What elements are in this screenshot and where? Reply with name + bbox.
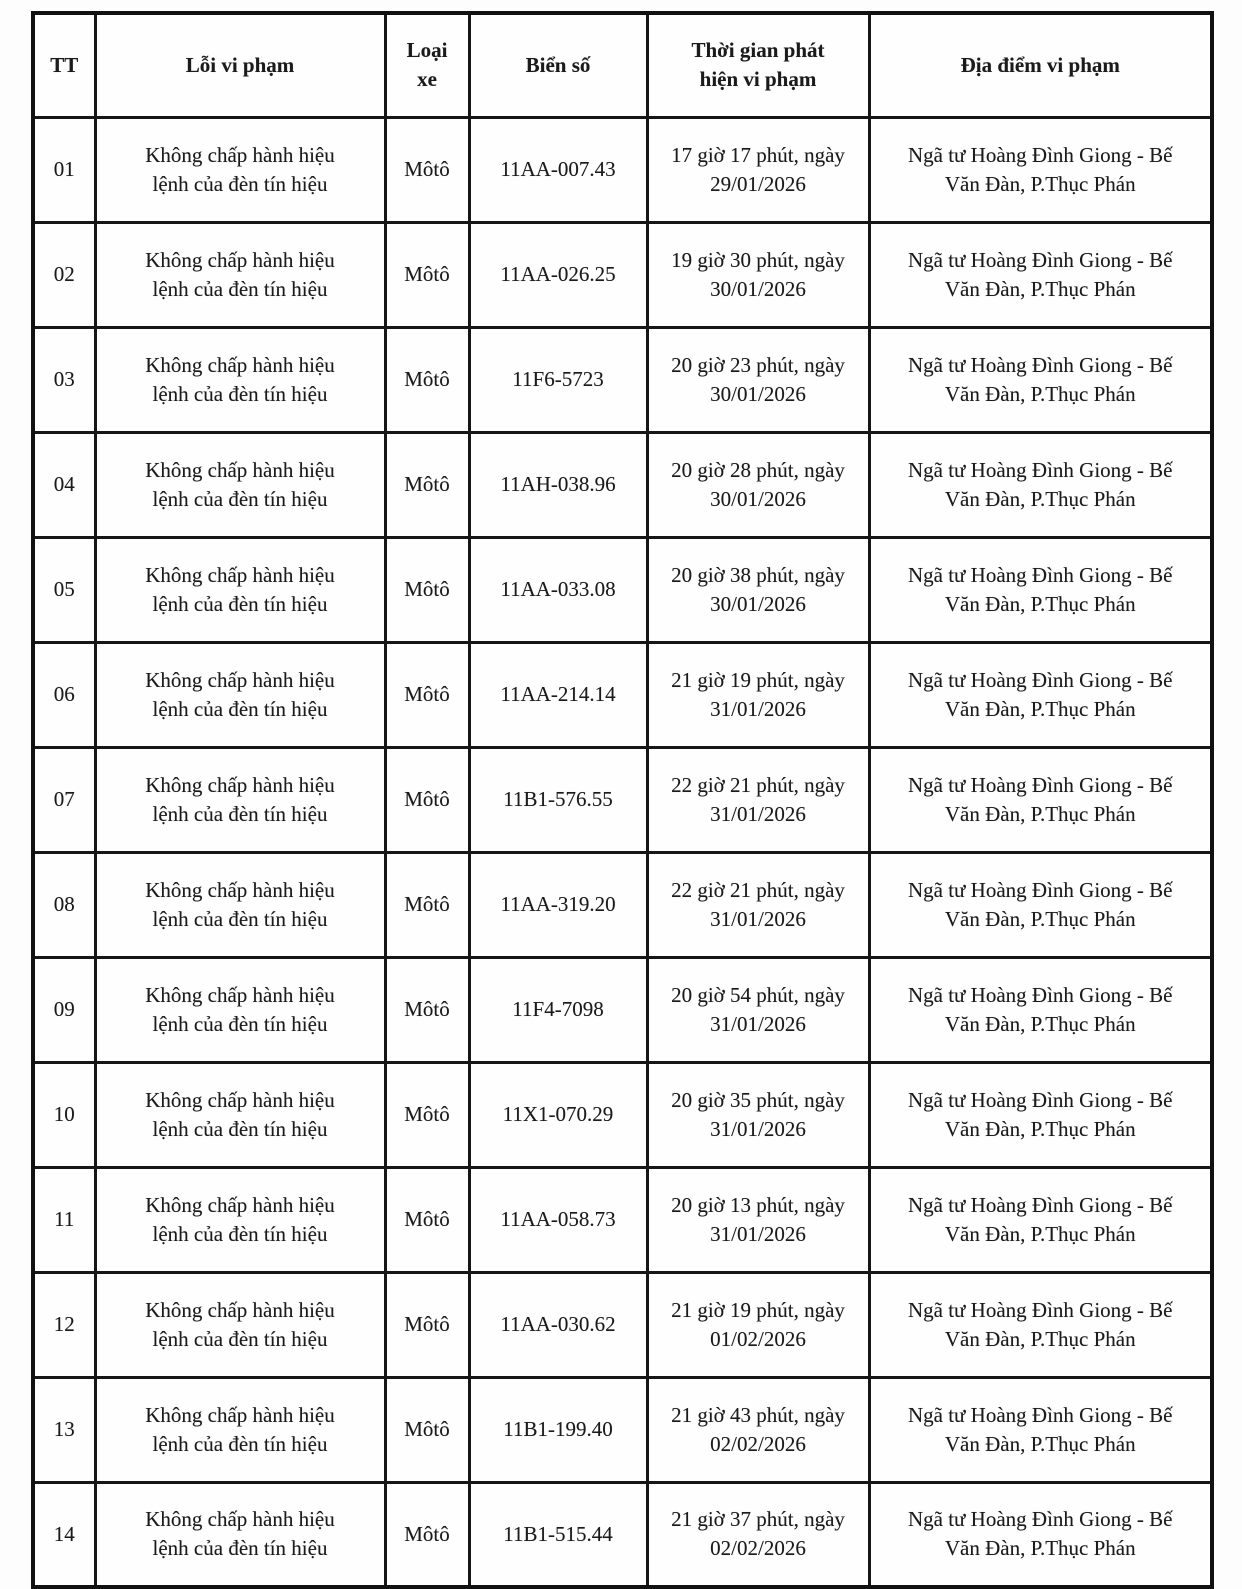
- location-cell: [869, 1062, 1212, 1167]
- violation-text: Không chấp hành hiệu lệnh của đèn tín hiệu: [145, 1507, 335, 1561]
- time-text: 19 giờ 30 phút, ngày 30/01/2026: [671, 247, 845, 301]
- location-cell: [869, 1482, 1212, 1587]
- location-cell: [869, 1167, 1212, 1272]
- time-text: 20 giờ 35 phút, ngày 31/01/2026: [671, 1087, 845, 1141]
- table-row: [33, 1167, 1212, 1272]
- vehicle-type-cell: Môtô: [385, 747, 469, 852]
- plate-cell: 11B1-576.55: [469, 747, 647, 852]
- vehicle-type-cell: Môtô: [385, 957, 469, 1062]
- plate-cell: 11B1-515.44: [469, 1482, 647, 1587]
- time-cell: [647, 222, 869, 327]
- violation-text: Không chấp hành hiệu lệnh của đèn tín hiệu: [145, 877, 335, 931]
- time-cell: [647, 747, 869, 852]
- vehicle-type-cell: Môtô: [385, 327, 469, 432]
- time-text: 20 giờ 54 phút, ngày 31/01/2026: [671, 982, 845, 1036]
- plate-cell: 11B1-199.40: [469, 1377, 647, 1482]
- header-cell-vehicle-type: [385, 13, 469, 117]
- plate-cell: 11AA-033.08: [469, 537, 647, 642]
- row-index-cell: 04: [33, 432, 95, 537]
- plate-cell: 11AH-038.96: [469, 432, 647, 537]
- header-label-location: Địa điểm vi phạm: [960, 52, 1120, 77]
- header-label-plate: Biển số: [525, 52, 591, 77]
- violation-text: Không chấp hành hiệu lệnh của đèn tín hiệu: [145, 457, 335, 511]
- location-text: Ngã tư Hoàng Đình Giong - Bế Văn Đàn, P.Thục Phán: [907, 352, 1173, 406]
- time-cell: [647, 1482, 869, 1587]
- time-text: 21 giờ 43 phút, ngày 02/02/2026: [671, 1402, 845, 1456]
- location-text: Ngã tư Hoàng Đình Giong - Bế Văn Đàn, P.Thục Phán: [907, 1297, 1173, 1351]
- violation-cell: [95, 537, 385, 642]
- location-text: Ngã tư Hoàng Đình Giong - Bế Văn Đàn, P.Thục Phán: [907, 1507, 1173, 1561]
- time-cell: [647, 327, 869, 432]
- row-index-cell: 09: [33, 957, 95, 1062]
- table-row: [33, 222, 1212, 327]
- location-cell: [869, 537, 1212, 642]
- header-label-violation: Lỗi vi phạm: [185, 52, 295, 77]
- location-cell: [869, 1272, 1212, 1377]
- table-row: [33, 642, 1212, 747]
- time-cell: [647, 642, 869, 747]
- location-text: Ngã tư Hoàng Đình Giong - Bế Văn Đàn, P.Thục Phán: [907, 562, 1173, 616]
- location-text: Ngã tư Hoàng Đình Giong - Bế Văn Đàn, P.Thục Phán: [907, 772, 1173, 826]
- time-cell: [647, 1272, 869, 1377]
- location-cell: [869, 957, 1212, 1062]
- location-cell: [869, 747, 1212, 852]
- vehicle-type-cell: Môtô: [385, 537, 469, 642]
- vehicle-type-cell: Môtô: [385, 432, 469, 537]
- header-cell-tt: [33, 13, 95, 117]
- header-label-time: Thời gian phát hiện vi phạm: [691, 38, 825, 92]
- violation-cell: [95, 432, 385, 537]
- location-text: Ngã tư Hoàng Đình Giong - Bế Văn Đàn, P.Thục Phán: [907, 667, 1173, 721]
- time-text: 21 giờ 37 phút, ngày 02/02/2026: [671, 1507, 845, 1561]
- row-index-cell: 10: [33, 1062, 95, 1167]
- table-row: [33, 537, 1212, 642]
- time-text: 20 giờ 13 phút, ngày 31/01/2026: [671, 1192, 845, 1246]
- violation-text: Không chấp hành hiệu lệnh của đèn tín hiệu: [145, 982, 335, 1036]
- time-cell: [647, 1062, 869, 1167]
- row-index-cell: 14: [33, 1482, 95, 1587]
- violation-text: Không chấp hành hiệu lệnh của đèn tín hiệu: [145, 352, 335, 406]
- plate-cell: 11AA-030.62: [469, 1272, 647, 1377]
- violation-cell: [95, 1377, 385, 1482]
- violation-cell: [95, 747, 385, 852]
- violation-cell: [95, 642, 385, 747]
- row-index-cell: 05: [33, 537, 95, 642]
- vehicle-type-cell: Môtô: [385, 642, 469, 747]
- table-row: [33, 117, 1212, 222]
- violations-table-header: [33, 13, 1212, 117]
- row-index-cell: 13: [33, 1377, 95, 1482]
- violation-cell: [95, 327, 385, 432]
- table-row: [33, 1062, 1212, 1167]
- location-text: Ngã tư Hoàng Đình Giong - Bế Văn Đàn, P.Thục Phán: [907, 877, 1173, 931]
- violation-text: Không chấp hành hiệu lệnh của đèn tín hiệu: [145, 1297, 335, 1351]
- row-index-cell: 03: [33, 327, 95, 432]
- violation-text: Không chấp hành hiệu lệnh của đèn tín hiệu: [145, 1192, 335, 1246]
- row-index-cell: 06: [33, 642, 95, 747]
- violation-cell: [95, 1167, 385, 1272]
- location-text: Ngã tư Hoàng Đình Giong - Bế Văn Đàn, P.Thục Phán: [907, 1402, 1173, 1456]
- table-row: [33, 852, 1212, 957]
- header-cell-time: [647, 13, 869, 117]
- location-cell: [869, 222, 1212, 327]
- time-cell: [647, 432, 869, 537]
- header-label-vehicle-type: Loại xe: [406, 38, 448, 92]
- location-cell: [869, 327, 1212, 432]
- location-text: Ngã tư Hoàng Đình Giong - Bế Văn Đàn, P.Thục Phán: [907, 142, 1173, 196]
- plate-cell: 11F6-5723: [469, 327, 647, 432]
- row-index-cell: 12: [33, 1272, 95, 1377]
- violation-text: Không chấp hành hiệu lệnh của đèn tín hiệu: [145, 562, 335, 616]
- violation-text: Không chấp hành hiệu lệnh của đèn tín hiệu: [145, 142, 335, 196]
- vehicle-type-cell: Môtô: [385, 222, 469, 327]
- plate-cell: 11X1-070.29: [469, 1062, 647, 1167]
- plate-cell: 11AA-026.25: [469, 222, 647, 327]
- vehicle-type-cell: Môtô: [385, 117, 469, 222]
- location-text: Ngã tư Hoàng Đình Giong - Bế Văn Đàn, P.Thục Phán: [907, 1192, 1173, 1246]
- location-text: Ngã tư Hoàng Đình Giong - Bế Văn Đàn, P.Thục Phán: [907, 1087, 1173, 1141]
- table-row: [33, 957, 1212, 1062]
- time-text: 22 giờ 21 phút, ngày 31/01/2026: [671, 772, 845, 826]
- violation-text: Không chấp hành hiệu lệnh của đèn tín hiệu: [145, 772, 335, 826]
- location-cell: [869, 432, 1212, 537]
- header-cell-plate: [469, 13, 647, 117]
- row-index-cell: 07: [33, 747, 95, 852]
- violation-cell: [95, 117, 385, 222]
- time-cell: [647, 1167, 869, 1272]
- plate-cell: 11AA-058.73: [469, 1167, 647, 1272]
- vehicle-type-cell: Môtô: [385, 1272, 469, 1377]
- time-cell: [647, 537, 869, 642]
- row-index-cell: 01: [33, 117, 95, 222]
- plate-cell: 11F4-7098: [469, 957, 647, 1062]
- location-cell: [869, 852, 1212, 957]
- time-cell: [647, 957, 869, 1062]
- time-cell: [647, 852, 869, 957]
- violation-cell: [95, 1482, 385, 1587]
- row-index-cell: 11: [33, 1167, 95, 1272]
- time-cell: [647, 1377, 869, 1482]
- violations-table: [31, 11, 1214, 1589]
- location-cell: [869, 642, 1212, 747]
- violation-cell: [95, 1062, 385, 1167]
- table-row: [33, 1482, 1212, 1587]
- time-text: 21 giờ 19 phút, ngày 01/02/2026: [671, 1297, 845, 1351]
- row-index-cell: 08: [33, 852, 95, 957]
- header-label-tt: TT: [50, 52, 79, 77]
- violation-text: Không chấp hành hiệu lệnh của đèn tín hiệu: [145, 1087, 335, 1141]
- time-text: 17 giờ 17 phút, ngày 29/01/2026: [671, 142, 845, 196]
- row-index-cell: 02: [33, 222, 95, 327]
- time-text: 20 giờ 28 phút, ngày 30/01/2026: [671, 457, 845, 511]
- location-text: Ngã tư Hoàng Đình Giong - Bế Văn Đàn, P.Thục Phán: [907, 247, 1173, 301]
- violation-cell: [95, 1272, 385, 1377]
- violation-cell: [95, 957, 385, 1062]
- table-row: [33, 432, 1212, 537]
- violation-cell: [95, 852, 385, 957]
- table-row: [33, 1272, 1212, 1377]
- plate-cell: 11AA-319.20: [469, 852, 647, 957]
- vehicle-type-cell: Môtô: [385, 1167, 469, 1272]
- header-row: [33, 13, 1212, 117]
- location-cell: [869, 117, 1212, 222]
- header-cell-location: [869, 13, 1212, 117]
- vehicle-type-cell: Môtô: [385, 1062, 469, 1167]
- time-text: 20 giờ 38 phút, ngày 30/01/2026: [671, 562, 845, 616]
- violation-text: Không chấp hành hiệu lệnh của đèn tín hiệu: [145, 667, 335, 721]
- plate-cell: 11AA-007.43: [469, 117, 647, 222]
- time-text: 20 giờ 23 phút, ngày 30/01/2026: [671, 352, 845, 406]
- violation-cell: [95, 222, 385, 327]
- time-cell: [647, 117, 869, 222]
- vehicle-type-cell: Môtô: [385, 1377, 469, 1482]
- vehicle-type-cell: Môtô: [385, 1482, 469, 1587]
- location-text: Ngã tư Hoàng Đình Giong - Bế Văn Đàn, P.Thục Phán: [907, 457, 1173, 511]
- time-text: 21 giờ 19 phút, ngày 31/01/2026: [671, 667, 845, 721]
- table-row: [33, 1377, 1212, 1482]
- violations-table-body: [33, 117, 1212, 1587]
- violation-text: Không chấp hành hiệu lệnh của đèn tín hiệu: [145, 247, 335, 301]
- table-row: [33, 327, 1212, 432]
- plate-cell: 11AA-214.14: [469, 642, 647, 747]
- violation-text: Không chấp hành hiệu lệnh của đèn tín hiệu: [145, 1402, 335, 1456]
- location-text: Ngã tư Hoàng Đình Giong - Bế Văn Đàn, P.Thục Phán: [907, 982, 1173, 1036]
- vehicle-type-cell: Môtô: [385, 852, 469, 957]
- table-row: [33, 747, 1212, 852]
- location-cell: [869, 1377, 1212, 1482]
- time-text: 22 giờ 21 phút, ngày 31/01/2026: [671, 877, 845, 931]
- header-cell-violation: [95, 13, 385, 117]
